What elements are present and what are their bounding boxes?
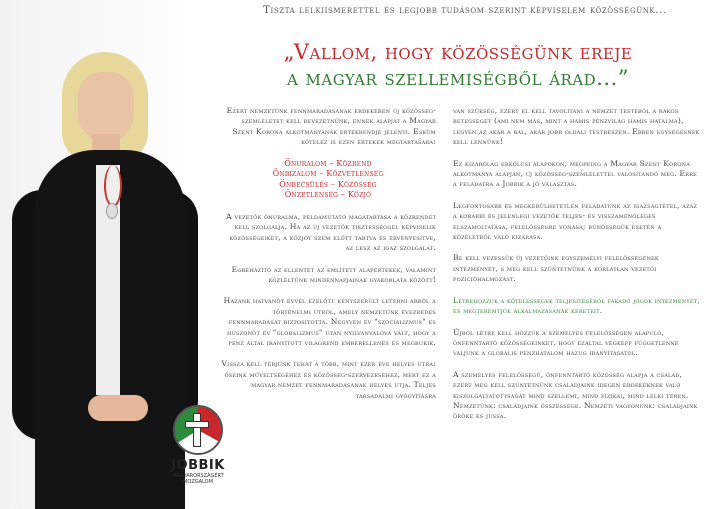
- right-paragraph-2: Ez kizárólag erkölcsi alapokon, mégpedig a Magyar Szent Korona alkotmánya alapján, új közösség-szemlélettel valósítandó meg. Erre a feladatra a Jobbik a jó választás.: [453, 158, 698, 189]
- left-text-column: [220, 106, 436, 412]
- right-text-column: [453, 106, 701, 433]
- left-paragraph-2: A vezetők önuralma, példamutató magatartása a közrendet kell szolgálja. Ha az új vezetők tisztességgel képviselik közösségeiket, a közjót szem előtt tartva és érvényesítve, az lesz az igaz szolgálat.: [226, 212, 436, 253]
- logo-emblem-icon: [173, 405, 223, 455]
- value-item: Önbecsülés – Közösség: [279, 179, 377, 189]
- necklace: [104, 165, 122, 207]
- tagline: Tiszta lelkiismerettel és legjobb tudásom szerint képviselem közösségünk...: [262, 4, 668, 16]
- face: [78, 72, 134, 142]
- left-paragraph-1: Ezért nemzetünk fennmaradásának érdekében új közösség-szemléletet kell bevezetnünk, ennek alapját a Magyar Szent Korona alkotmányának értékrendje jelenti. Esküm kötelez is ezen értékek megtartására:: [226, 106, 436, 147]
- pendant: [106, 203, 118, 219]
- right-paragraph-4: Be kell vezessük új vezetőink egyszemélyi felelősségének intézményét, s meg kell szüntetnünk a korlátlan vezetői pozícióhalmozást.: [453, 253, 659, 284]
- right-paragraph-5-highlight: Létrehozzuk a kötelességek teljesítéséből fakadó jogok intézményét, és megteremtjük alkalmazásának kereteit.: [453, 295, 700, 316]
- value-item: Önuralom – Közrend: [284, 158, 372, 168]
- right-paragraph-6: Újból létre kell hozzuk a személyes felelősségen alapuló, önfenntartó közösségeinket, hogy ezáltal végképp függetlenné váljunk a globális pénzhatalom hazug irányításától.: [453, 327, 679, 358]
- value-item: Önzetlenség – Közjó: [284, 190, 372, 200]
- headline-line-1: „Vallom, hogy közösségünk ereje: [283, 40, 633, 64]
- core-values-list: [220, 159, 436, 201]
- logo-name: JOBBIK: [171, 458, 225, 473]
- left-paragraph-4: Hazánk hatvanöt évvel ezelőtt kényszerült letérni arról a történelmi útról, amely nemzetünk évezredes fennmaradását biztosította. Negyven év "szocializmus" és húszonöt év "globalizmus" után nyilvánvalóvá vált, hogy a pénz által irányított világrend emberellenes és megbukik.: [223, 296, 436, 348]
- left-paragraph-5: Vissza kell térjünk tehát a több, mint ezer éve helyes útra: őseink műveltségéhez és közösség-szervezéséhez, mert ez a magyar nemzet fennmaradásának helyes útja. Teljes társadalmi gyógyításra: [221, 359, 436, 400]
- logo-sub2: MOZGALOM: [183, 479, 213, 485]
- left-paragraph-3: Egbeházító az ellentét az említett alapértékek, valamint közléltünk mindennapjainak gyakorlata között!: [231, 264, 436, 285]
- hands: [88, 395, 148, 421]
- right-paragraph-3: Legfontosabb és megkerülhetetlen feladatunk az igazságtétel, azaz a korábbi és jelenlegi vezetők teljes- és visszamenőleges elszámoltatása, felelősségre vonása; bűnösségük esetén a közéletből való kizárása.: [453, 200, 698, 242]
- value-item: Önbizalom – Közvetlenség: [272, 169, 384, 179]
- jobbik-logo: [168, 405, 228, 505]
- right-paragraph-1: van szükség, ezért el kell távolítani a nemzet testéből a rákos betegséget (ami nem más, mint a hamis pénzvilág hamis hatalma), legyen az akár a bal, akár jobb oldali testrészen. Ebben egységesnek kell lennünk!: [453, 106, 700, 147]
- right-paragraph-7: A személyes felelősségű, önfenntartó közösség alapja a család, ezért meg kell szüntetnünk családjaink idegen érdekeknek való kiszolgáltatottságát mind szellemi, mind fizikai, mind lelki téren. Nemzetünk: családjaink összessége. Nemzeti vagyonunk: családjaink öröke és jussa.: [453, 369, 698, 421]
- logo-sub1: MAGYARORSZÁGÉRT: [172, 473, 224, 479]
- headline-line-2: a magyar szellemiségből árad...”: [287, 66, 629, 90]
